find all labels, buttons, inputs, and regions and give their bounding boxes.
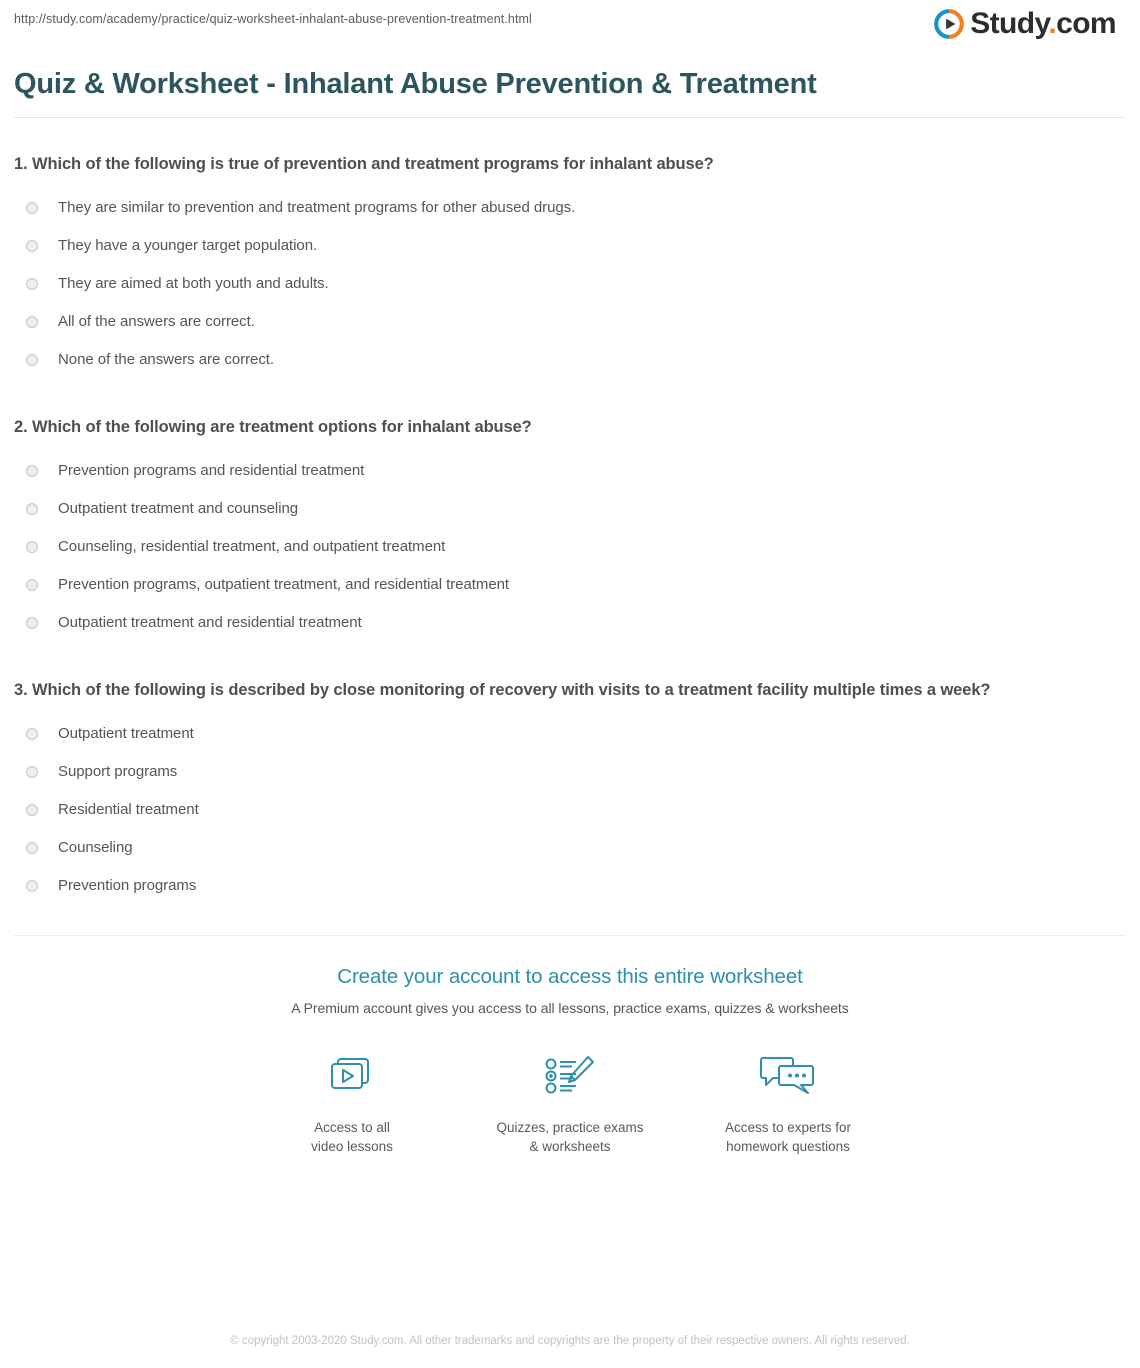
option-label: Residential treatment — [58, 801, 199, 818]
option-label: They are similar to prevention and treatment programs for other abused drugs. — [58, 199, 576, 216]
option-label: Outpatient treatment and counseling — [58, 500, 299, 517]
option-row[interactable] — [14, 793, 1126, 831]
perk-video-lessons — [243, 1050, 461, 1156]
radio-button-icon[interactable] — [26, 503, 38, 515]
logo-wordmark — [970, 9, 1116, 39]
option-row[interactable] — [14, 305, 1126, 343]
perk-label-line2: homework questions — [726, 1139, 850, 1154]
option-row[interactable] — [14, 606, 1126, 644]
option-label: They have a younger target population. — [58, 237, 318, 254]
radio-button-icon[interactable] — [26, 541, 38, 553]
option-row[interactable] — [14, 267, 1126, 305]
option-label: Prevention programs — [58, 877, 197, 894]
option-row[interactable] — [14, 869, 1126, 907]
perks-row — [0, 1050, 1140, 1156]
perk-label-line2: video lessons — [311, 1139, 393, 1154]
play-circle-icon — [934, 9, 964, 39]
radio-button-icon[interactable] — [26, 880, 38, 892]
question-block-3 — [14, 644, 1126, 907]
radio-button-icon[interactable] — [26, 842, 38, 854]
option-row[interactable] — [14, 755, 1126, 793]
option-label: Outpatient treatment — [58, 725, 194, 742]
logo-word-study: Study — [970, 7, 1049, 40]
option-label: Counseling, residential treatment, and outpatient treatment — [58, 538, 446, 555]
option-row[interactable] — [14, 568, 1126, 606]
video-lessons-icon — [243, 1050, 461, 1104]
radio-button-icon[interactable] — [26, 278, 38, 290]
option-label: Counseling — [58, 839, 133, 856]
option-label: None of the answers are correct. — [58, 351, 275, 368]
option-label: They are aimed at both youth and adults. — [58, 275, 329, 292]
option-row[interactable] — [14, 454, 1126, 492]
title-block — [0, 57, 1140, 103]
perk-label — [679, 1118, 897, 1156]
perk-experts — [679, 1050, 897, 1156]
site-logo[interactable] — [934, 0, 1126, 39]
cta-subtext: A Premium account gives you access to all lessons, practice exams, quizzes & worksheets — [291, 1000, 849, 1016]
radio-button-icon[interactable] — [26, 316, 38, 328]
option-row[interactable] — [14, 492, 1126, 530]
copyright-notice: © copyright 2003-2020 Study.com. All other trademarks and copyrights are the property of their respective owners. All rights reserved. — [230, 1335, 910, 1347]
radio-button-icon[interactable] — [26, 617, 38, 629]
option-label: Outpatient treatment and residential treatment — [58, 614, 362, 631]
page-url: http://study.com/academy/practice/quiz-worksheet-inhalant-abuse-prevention-treatment.html — [14, 12, 532, 26]
page-title: Quiz & Worksheet - Inhalant Abuse Prevention & Treatment — [14, 68, 817, 100]
logo-word-dot: . — [1048, 7, 1057, 40]
questions-list — [0, 118, 1140, 907]
radio-button-icon[interactable] — [26, 202, 38, 214]
option-row[interactable] — [14, 831, 1126, 869]
radio-button-icon[interactable] — [26, 240, 38, 252]
option-list — [14, 717, 1126, 907]
question-text: 1. Which of the following is true of prevention and treatment programs for inhalant abuse? — [14, 155, 714, 173]
question-text: 2. Which of the following are treatment options for inhalant abuse? — [14, 418, 532, 436]
option-label: All of the answers are correct. — [58, 313, 255, 330]
browser-header — [0, 0, 1140, 57]
question-block-1 — [14, 118, 1126, 381]
cta-section — [0, 936, 1140, 1156]
option-list — [14, 191, 1126, 381]
perk-label — [243, 1118, 461, 1156]
perk-label-line1: Access to experts for — [724, 1120, 852, 1135]
radio-button-icon[interactable] — [26, 465, 38, 477]
question-text: 3. Which of the following is described by close monitoring of recovery with visits to a treatment facility multiple times a week? — [14, 681, 991, 699]
option-row[interactable] — [14, 229, 1126, 267]
radio-button-icon[interactable] — [26, 766, 38, 778]
option-row[interactable] — [14, 191, 1126, 229]
option-row[interactable] — [14, 530, 1126, 568]
option-row[interactable] — [14, 717, 1126, 755]
chat-bubbles-icon — [679, 1050, 897, 1104]
logo-word-com: com — [1056, 7, 1116, 40]
question-block-2 — [14, 381, 1126, 644]
option-label: Prevention programs, outpatient treatment, and residential treatment — [58, 576, 510, 593]
option-label: Support programs — [58, 763, 178, 780]
radio-button-icon[interactable] — [26, 728, 38, 740]
option-row[interactable] — [14, 343, 1126, 381]
cta-heading-link[interactable]: Create your account to access this entire worksheet — [337, 965, 803, 988]
perk-label — [461, 1118, 679, 1156]
option-label: Prevention programs and residential treatment — [58, 462, 365, 479]
option-list — [14, 454, 1126, 644]
radio-button-icon[interactable] — [26, 579, 38, 591]
perk-label-line1: Access to all — [314, 1120, 390, 1135]
perk-label-line2: & worksheets — [529, 1139, 611, 1154]
quiz-pencil-icon — [461, 1050, 679, 1104]
radio-button-icon[interactable] — [26, 804, 38, 816]
perk-label-line1: Quizzes, practice exams — [496, 1120, 644, 1135]
radio-button-icon[interactable] — [26, 354, 38, 366]
perk-quizzes — [461, 1050, 679, 1156]
